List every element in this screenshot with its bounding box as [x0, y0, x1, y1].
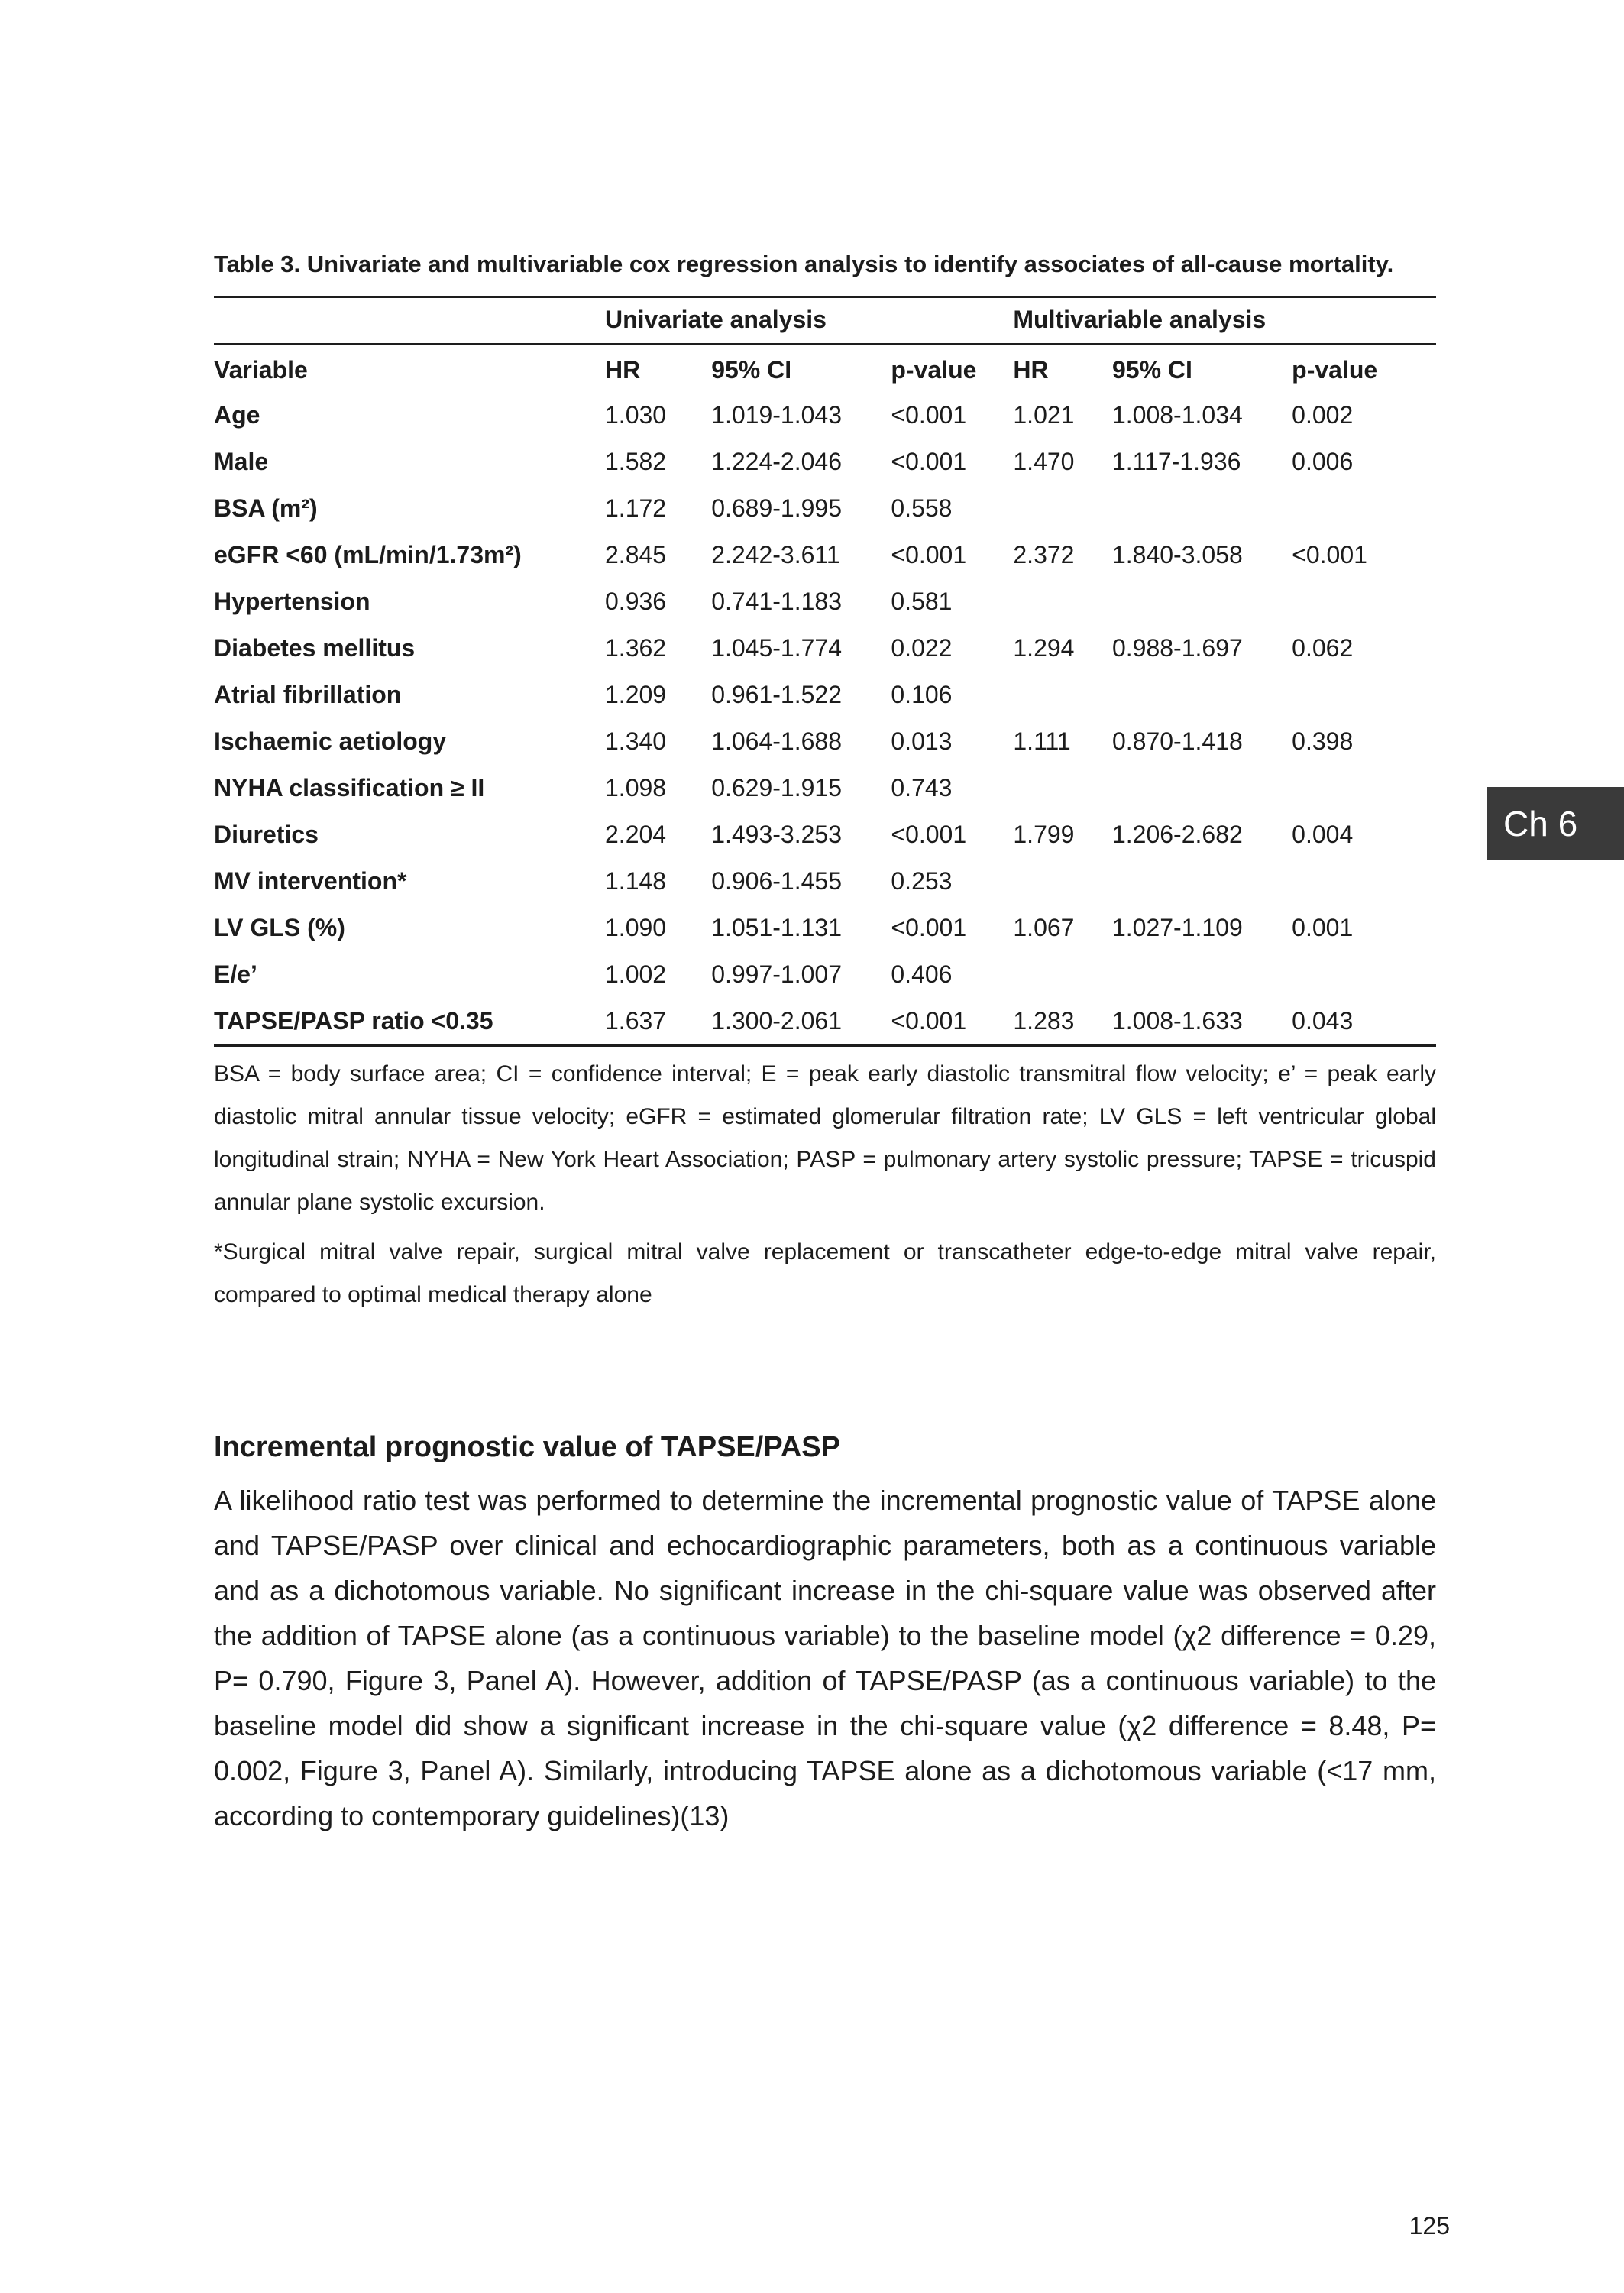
- cell-variable: NYHA classification ≥ II: [214, 774, 485, 802]
- table-row: [214, 485, 1436, 532]
- cell-univariate-hr: 1.340: [605, 727, 667, 756]
- cell-multivariable-ci: 1.206-2.682: [1111, 821, 1243, 849]
- cell-univariate-pvalue: 0.558: [891, 494, 953, 523]
- cell-variable: Hypertension: [214, 588, 370, 616]
- cell-multivariable-ci: 1.008-1.034: [1111, 401, 1243, 429]
- cell-univariate-pvalue: 0.106: [891, 681, 953, 709]
- cell-variable: Male: [214, 448, 269, 476]
- cell-univariate-hr: 1.637: [605, 1007, 667, 1035]
- table-title: Table 3. Univariate and multivariable cox regression analysis to identify associates of all-cause mortality.: [214, 251, 1394, 277]
- cell-multivariable-pvalue: [1292, 578, 1436, 625]
- cell-multivariable-pvalue: [1292, 858, 1436, 905]
- cell-multivariable-pvalue: 0.002: [1292, 401, 1354, 429]
- table-body: [214, 392, 1436, 1046]
- cell-univariate-hr: 2.845: [605, 541, 667, 569]
- cell-variable: E/e’: [214, 960, 257, 989]
- cell-multivariable-ci: 0.988-1.697: [1111, 634, 1243, 662]
- cell-univariate-ci: 1.300-2.061: [711, 1007, 842, 1035]
- column-header-multi-hr: HR: [1013, 356, 1049, 384]
- cell-multivariable-hr: [1013, 951, 1112, 998]
- cell-variable: MV intervention*: [214, 867, 407, 896]
- cell-variable: Diuretics: [214, 821, 319, 849]
- cell-univariate-ci: 0.961-1.522: [711, 681, 842, 709]
- cell-univariate-hr: 1.582: [605, 448, 667, 476]
- cell-variable: BSA (m²): [214, 494, 318, 523]
- cell-multivariable-hr: 2.372: [1013, 541, 1075, 569]
- cell-univariate-pvalue: 0.743: [891, 774, 953, 802]
- cell-multivariable-pvalue: 0.004: [1292, 821, 1354, 849]
- cell-multivariable-pvalue: <0.001: [1292, 541, 1367, 569]
- cell-univariate-hr: 1.002: [605, 960, 667, 989]
- cell-univariate-ci: 1.051-1.131: [711, 914, 842, 942]
- cell-multivariable-ci: 0.870-1.418: [1111, 727, 1243, 756]
- table-row: [214, 439, 1436, 485]
- column-header-uni-ci: 95% CI: [711, 356, 792, 384]
- section-paragraph: A likelihood ratio test was performed to determine the incremental prognostic value of TAPSE alone and TAPSE/PASP over clinical and echocardiographic parameters, both as a continuous variable and as a dichotomous variable. No significant increase in the chi-square value was observed after the addition of TAPSE alone (as a continuous variable) to the baseline model (χ2 difference = 0.29, P= 0.790, Figure 3, Panel A). However, addition of TAPSE/PASP (as a continuous variable) to the baseline model did show a significant increase in the chi-square value (χ2 difference = 8.48, P= 0.002, Figure 3, Panel A). Similarly, introducing TAPSE alone as a dichotomous variable (<17 mm, according to contemporary guidelines)(13): [214, 1484, 1436, 1831]
- cell-multivariable-hr: [1013, 672, 1112, 718]
- cell-multivariable-ci: [1112, 485, 1292, 532]
- cell-univariate-pvalue: 0.406: [891, 960, 953, 989]
- cell-multivariable-pvalue: 0.006: [1292, 448, 1354, 476]
- cell-variable: Atrial fibrillation: [214, 681, 402, 709]
- cell-multivariable-pvalue: 0.398: [1292, 727, 1354, 756]
- cell-univariate-pvalue: <0.001: [891, 541, 967, 569]
- cell-univariate-hr: 0.936: [605, 588, 667, 616]
- cell-multivariable-ci: 1.008-1.633: [1111, 1007, 1243, 1035]
- cell-multivariable-pvalue: [1292, 672, 1436, 718]
- cell-univariate-pvalue: 0.253: [891, 867, 953, 896]
- cell-univariate-ci: 2.242-3.611: [711, 541, 840, 569]
- table-row: [214, 392, 1436, 439]
- cell-variable: eGFR <60 (mL/min/1.73m²): [214, 541, 522, 569]
- table-footnote-asterisk: *Surgical mitral valve repair, surgical mitral valve replacement or transcatheter edge-to-edge mitral valve repair, compared to optimal medical therapy alone: [214, 1239, 1436, 1307]
- cell-variable: TAPSE/PASP ratio <0.35: [214, 1007, 493, 1035]
- table-row: [214, 951, 1436, 998]
- cell-multivariable-hr: [1013, 485, 1112, 532]
- table-row: [214, 811, 1436, 858]
- cell-univariate-ci: 1.224-2.046: [711, 448, 842, 476]
- cell-univariate-ci: 0.629-1.915: [711, 774, 842, 802]
- page-number: 125: [1409, 2212, 1450, 2240]
- table-group-header-row: [214, 297, 1436, 345]
- cell-univariate-ci: 1.064-1.688: [711, 727, 842, 756]
- cell-variable: Ischaemic aetiology: [214, 727, 447, 756]
- cell-multivariable-pvalue: 0.001: [1292, 914, 1354, 942]
- cell-multivariable-pvalue: [1292, 765, 1436, 811]
- cox-regression-table: [214, 296, 1436, 1047]
- cell-univariate-hr: 1.148: [605, 867, 667, 896]
- cell-multivariable-ci: 1.117-1.936: [1111, 448, 1241, 476]
- cell-multivariable-ci: [1112, 578, 1292, 625]
- table-row: [214, 625, 1436, 672]
- column-header-variable: Variable: [214, 356, 308, 384]
- cell-univariate-hr: 2.204: [605, 821, 667, 849]
- cell-univariate-ci: 0.741-1.183: [711, 588, 842, 616]
- page-content: [214, 243, 1436, 1838]
- cell-multivariable-ci: [1112, 765, 1292, 811]
- table-column-header-row: [214, 344, 1436, 392]
- table-row: [214, 672, 1436, 718]
- cell-univariate-pvalue: 0.022: [891, 634, 953, 662]
- cell-univariate-pvalue: 0.581: [891, 588, 953, 616]
- column-header-uni-hr: HR: [605, 356, 641, 384]
- cell-univariate-hr: 1.098: [605, 774, 667, 802]
- chapter-tab: Ch 6: [1487, 787, 1624, 860]
- cell-univariate-ci: 1.493-3.253: [711, 821, 842, 849]
- cell-multivariable-hr: 1.283: [1013, 1007, 1075, 1035]
- cell-multivariable-ci: 1.840-3.058: [1111, 541, 1243, 569]
- cell-univariate-hr: 1.209: [605, 681, 667, 709]
- cell-multivariable-ci: 1.027-1.109: [1111, 914, 1243, 942]
- cell-univariate-hr: 1.030: [605, 401, 667, 429]
- cell-univariate-pvalue: 0.013: [891, 727, 953, 756]
- cell-multivariable-pvalue: 0.043: [1292, 1007, 1354, 1035]
- cell-variable: Age: [214, 401, 260, 429]
- column-header-uni-pvalue: p-value: [891, 356, 977, 384]
- cell-univariate-pvalue: <0.001: [891, 914, 967, 942]
- cell-multivariable-hr: 1.067: [1013, 914, 1075, 942]
- cell-univariate-pvalue: <0.001: [891, 401, 967, 429]
- cell-variable: LV GLS (%): [214, 914, 345, 942]
- table-row: [214, 998, 1436, 1046]
- cell-variable: Diabetes mellitus: [214, 634, 416, 662]
- group-header-multivariable: Multivariable analysis: [1013, 297, 1436, 345]
- cell-multivariable-hr: [1013, 765, 1112, 811]
- table-row: [214, 718, 1436, 765]
- cell-multivariable-pvalue: [1292, 485, 1436, 532]
- cell-univariate-ci: 0.906-1.455: [711, 867, 842, 896]
- cell-univariate-ci: 1.045-1.774: [711, 634, 842, 662]
- cell-univariate-pvalue: <0.001: [891, 821, 967, 849]
- cell-univariate-ci: 0.997-1.007: [711, 960, 842, 989]
- cell-multivariable-pvalue: 0.062: [1292, 634, 1354, 662]
- cell-multivariable-ci: [1112, 672, 1292, 718]
- column-header-multi-pvalue: p-value: [1292, 356, 1378, 384]
- cell-multivariable-hr: 1.021: [1013, 401, 1075, 429]
- cell-univariate-hr: 1.362: [605, 634, 667, 662]
- table-row: [214, 532, 1436, 578]
- cell-univariate-hr: 1.172: [605, 494, 667, 523]
- cell-multivariable-hr: 1.799: [1013, 821, 1075, 849]
- section-heading: Incremental prognostic value of TAPSE/PASP: [214, 1430, 840, 1463]
- table-footnote-abbreviations: BSA = body surface area; CI = confidence interval; E = peak early diastolic transmitral flow velocity; e’ = peak early diastolic mitral annular tissue velocity; eGFR = estimated glomerular filtration rate; LV GLS = left ventricular global longitudinal strain; NYHA = New York Heart Association; PASP = pulmonary artery systolic pressure; TAPSE = tricuspid annular plane systolic excursion.: [214, 1061, 1436, 1216]
- table-row: [214, 858, 1436, 905]
- cell-multivariable-hr: [1013, 578, 1112, 625]
- cell-multivariable-pvalue: [1292, 951, 1436, 998]
- cell-multivariable-hr: [1013, 858, 1112, 905]
- cell-univariate-hr: 1.090: [605, 914, 667, 942]
- cell-univariate-ci: 0.689-1.995: [711, 494, 842, 523]
- cell-multivariable-hr: 1.470: [1013, 448, 1075, 476]
- table-row: [214, 578, 1436, 625]
- group-header-univariate: Univariate analysis: [605, 297, 1013, 345]
- cell-univariate-pvalue: <0.001: [891, 1007, 967, 1035]
- table-row: [214, 905, 1436, 951]
- cell-multivariable-ci: [1112, 951, 1292, 998]
- group-header-spacer: [214, 297, 605, 345]
- table-row: [214, 765, 1436, 811]
- cell-multivariable-hr: 1.111: [1013, 727, 1071, 756]
- column-header-multi-ci: 95% CI: [1111, 356, 1192, 384]
- cell-multivariable-hr: 1.294: [1013, 634, 1075, 662]
- cell-univariate-ci: 1.019-1.043: [711, 401, 842, 429]
- cell-multivariable-ci: [1112, 858, 1292, 905]
- cell-univariate-pvalue: <0.001: [891, 448, 967, 476]
